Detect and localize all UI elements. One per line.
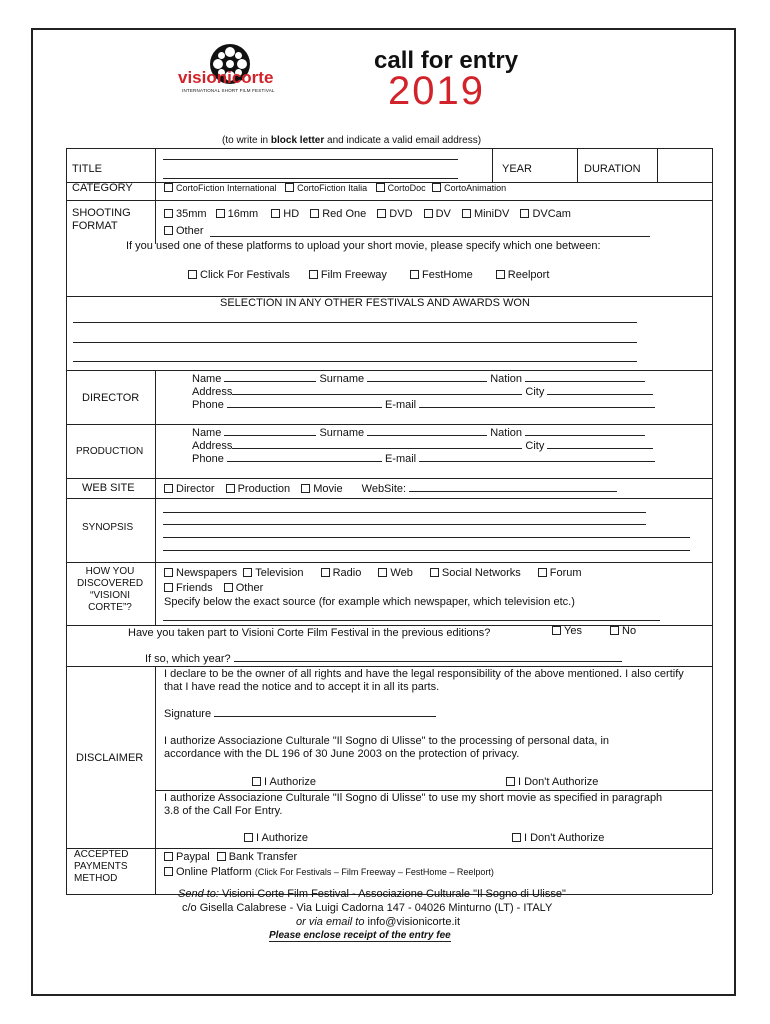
shooting-option[interactable]: MiniDV: [462, 208, 509, 220]
usage-authorize[interactable]: I Authorize: [244, 832, 308, 844]
checkbox-icon[interactable]: [310, 209, 319, 218]
discovered-label: HOW YOU DISCOVERED “VISIONI CORTE”?: [76, 566, 144, 613]
checkbox-icon[interactable]: [244, 833, 253, 842]
shooting-option[interactable]: DV: [424, 208, 451, 220]
selection-field[interactable]: [73, 361, 637, 362]
title-field[interactable]: [163, 159, 458, 160]
category-option[interactable]: CortoDoc: [376, 183, 426, 193]
privacy-authorize[interactable]: I Authorize: [252, 776, 316, 788]
category-option[interactable]: CortoFiction International: [164, 183, 277, 193]
checkbox-icon[interactable]: [188, 270, 197, 279]
checkbox-icon[interactable]: [462, 209, 471, 218]
footer-receipt: Please enclose receipt of the entry fee: [269, 930, 451, 941]
category-option[interactable]: CortoFiction Italia: [285, 183, 367, 193]
checkbox-icon[interactable]: [378, 568, 387, 577]
checkbox-icon[interactable]: [377, 209, 386, 218]
website-option[interactable]: Production: [226, 483, 291, 495]
production-city-field[interactable]: [547, 439, 653, 449]
checkbox-icon[interactable]: [301, 484, 310, 493]
director-name: Name Surname Nation: [192, 372, 645, 385]
checkbox-icon[interactable]: [506, 777, 515, 786]
festival-logo: [170, 42, 290, 108]
payment-online[interactable]: Online Platform (Click For Festivals – Film Freeway – FestHome – Reelport): [164, 866, 494, 878]
discovered-option[interactable]: Forum: [538, 567, 582, 579]
director-phone: Phone E-mail: [192, 398, 655, 411]
shooting-option[interactable]: Red One: [310, 208, 366, 220]
production-label: PRODUCTION: [76, 446, 144, 457]
checkbox-icon[interactable]: [376, 183, 385, 192]
checkbox-icon[interactable]: [309, 270, 318, 279]
director-label: DIRECTOR: [82, 392, 140, 404]
category-option[interactable]: CortoAnimation: [432, 183, 506, 193]
director-surname-field[interactable]: [367, 372, 487, 382]
checkbox-icon[interactable]: [538, 568, 547, 577]
footer-address: c/o Gisella Calabrese - Via Luigi Cadorna 147 - 04026 Minturno (LT) - ITALY: [182, 902, 553, 914]
synopsis-label: SYNOPSIS: [82, 522, 134, 533]
year-label: YEAR: [502, 163, 532, 175]
logo-tagline: INTERNATIONAL SHORT FILM FESTIVAL: [182, 88, 275, 93]
director-name-field[interactable]: [224, 372, 316, 382]
director-address: Address City: [192, 385, 653, 398]
website-option[interactable]: Director: [164, 483, 215, 495]
production-phone-field[interactable]: [227, 452, 382, 462]
title-label: TITLE: [72, 163, 102, 175]
footer-email: or via email to info@visionicorte.it: [296, 916, 461, 928]
discovered-option[interactable]: Newspapers: [164, 567, 237, 579]
discovered-option[interactable]: Social Networks: [430, 567, 521, 579]
shooting-option[interactable]: 35mm: [164, 208, 207, 220]
shooting-other[interactable]: Other: [164, 225, 204, 237]
discovered-option[interactable]: Friends: [164, 582, 213, 594]
synopsis-field[interactable]: [163, 550, 690, 551]
previous-which-year: If so, which year?: [145, 652, 622, 665]
checkbox-icon[interactable]: [164, 484, 173, 493]
disclaimer-usage: I authorize Associazione Culturale "Il Sogno di Ulisse" to use my short movie as specified in paragraph 3.8 of the Call For Entry.: [164, 792, 663, 817]
production-name: Name Surname Nation: [192, 426, 645, 439]
platform-option[interactable]: Film Freeway: [309, 269, 387, 281]
selection-field[interactable]: [73, 322, 637, 323]
checkbox-icon[interactable]: [164, 226, 173, 235]
discovered-source-field[interactable]: [163, 620, 660, 621]
disclaimer-privacy: I authorize Associazione Culturale "Il Sogno di Ulisse" to the processing of personal data, in accordance with the DL 196 of 30 June 2003 on the protection of privacy.: [164, 735, 610, 760]
production-surname-field[interactable]: [367, 426, 487, 436]
previous-no[interactable]: No: [610, 625, 636, 637]
which-year-field[interactable]: [234, 652, 622, 662]
checkbox-icon[interactable]: [552, 626, 561, 635]
signature: Signature: [164, 707, 436, 720]
logo-text: visionicorte: [178, 68, 274, 87]
website-field[interactable]: [409, 482, 617, 492]
shooting-options: [164, 208, 571, 220]
selection-field[interactable]: [73, 342, 637, 343]
discovered-option[interactable]: Web: [378, 567, 412, 579]
director-nation-field[interactable]: [525, 372, 645, 382]
payment-options: [164, 851, 297, 863]
shooting-option[interactable]: HD: [271, 208, 299, 220]
checkbox-icon[interactable]: [512, 833, 521, 842]
checkbox-icon[interactable]: [520, 209, 529, 218]
checkbox-icon[interactable]: [410, 270, 419, 279]
director-phone-field[interactable]: [227, 398, 382, 408]
production-email-field[interactable]: [419, 452, 655, 462]
page-title: call for entry: [374, 47, 519, 74]
director-city-field[interactable]: [547, 385, 653, 395]
shooting-label: SHOOTING FORMAT: [72, 207, 131, 232]
footer-send-to: Send to: Visioni Corte Film Festival - Associazione Culturale "Il Sogno di Ulisse": [178, 888, 566, 900]
discovered-options-2: [164, 582, 263, 594]
disclaimer-label: DISCLAIMER: [76, 752, 144, 764]
privacy-dont-authorize[interactable]: I Don't Authorize: [506, 776, 598, 788]
discovered-option[interactable]: Other: [224, 582, 264, 594]
checkbox-icon[interactable]: [164, 867, 173, 876]
synopsis-field[interactable]: [163, 524, 646, 525]
category-options: [164, 183, 506, 193]
checkbox-icon[interactable]: [226, 484, 235, 493]
platform-option[interactable]: Click For Festivals: [188, 269, 290, 281]
disclaimer-declare: I declare to be the owner of all rights and have the legal responsibility of the above mentioned. I also certify that I have read the notice and to accept it in all its parts.: [164, 668, 684, 693]
synopsis-field[interactable]: [163, 512, 646, 513]
discovered-option[interactable]: Radio: [321, 567, 362, 579]
platforms-text: If you used one of these platforms to upload your short movie, please specify which one between:: [126, 240, 601, 252]
checkbox-icon[interactable]: [610, 626, 619, 635]
checkbox-icon[interactable]: [285, 183, 294, 192]
platform-option[interactable]: Reelport: [496, 269, 550, 281]
previous-question: Have you taken part to Visioni Corte Film Festival in the previous editions?: [128, 627, 491, 639]
checkbox-icon[interactable]: [321, 568, 330, 577]
synopsis-field[interactable]: [163, 537, 690, 538]
shooting-option[interactable]: DVCam: [520, 208, 571, 220]
payments-label: ACCEPTED PAYMENTS METHOD: [74, 849, 129, 884]
shooting-other-field[interactable]: [210, 236, 650, 237]
signature-field[interactable]: [214, 707, 436, 717]
director-address-field[interactable]: [232, 385, 522, 395]
usage-dont-authorize[interactable]: I Don't Authorize: [512, 832, 604, 844]
duration-label: DURATION: [584, 163, 641, 175]
shooting-option[interactable]: 16mm: [216, 208, 259, 220]
director-email-field[interactable]: [419, 398, 655, 408]
checkbox-icon[interactable]: [217, 852, 226, 861]
discovered-option[interactable]: Television: [243, 567, 303, 579]
checkbox-icon[interactable]: [216, 209, 225, 218]
checkbox-icon[interactable]: [164, 568, 173, 577]
checkbox-icon[interactable]: [424, 209, 433, 218]
shooting-option[interactable]: DVD: [377, 208, 412, 220]
discovered-specify: Specify below the exact source (for example which newspaper, which television etc.): [164, 596, 575, 608]
discovered-options: [164, 567, 582, 579]
instructions: (to write in block letter and indicate a valid email address): [222, 135, 482, 146]
checkbox-icon[interactable]: [271, 209, 280, 218]
checkbox-icon[interactable]: [164, 583, 173, 592]
checkbox-icon[interactable]: [164, 852, 173, 861]
website-option[interactable]: Movie: [301, 483, 342, 495]
checkbox-icon[interactable]: [496, 270, 505, 279]
title-field-line2[interactable]: [163, 178, 458, 179]
production-name-field[interactable]: [224, 426, 316, 436]
platform-option[interactable]: FestHome: [410, 269, 473, 281]
checkbox-icon[interactable]: [430, 568, 439, 577]
selection-title: SELECTION IN ANY OTHER FESTIVALS AND AWARDS WON: [220, 297, 530, 309]
previous-yes[interactable]: Yes: [552, 625, 582, 637]
checkbox-icon[interactable]: [243, 568, 252, 577]
website-label: WEB SITE: [82, 482, 135, 494]
page-year: 2019: [388, 69, 485, 113]
category-label: CATEGORY: [72, 182, 133, 194]
website-options: Director Production Movie WebSite:: [164, 482, 617, 495]
production-phone: Phone E-mail: [192, 452, 655, 465]
checkbox-icon[interactable]: [224, 583, 233, 592]
payment-option[interactable]: Bank Transfer: [217, 851, 297, 863]
platform-options: [188, 269, 549, 281]
production-address-field[interactable]: [232, 439, 522, 449]
checkbox-icon[interactable]: [164, 209, 173, 218]
payment-option[interactable]: Paypal: [164, 851, 210, 863]
production-nation-field[interactable]: [525, 426, 645, 436]
production-address: Address City: [192, 439, 653, 452]
checkbox-icon[interactable]: [432, 183, 441, 192]
checkbox-icon[interactable]: [164, 183, 173, 192]
checkbox-icon[interactable]: [252, 777, 261, 786]
